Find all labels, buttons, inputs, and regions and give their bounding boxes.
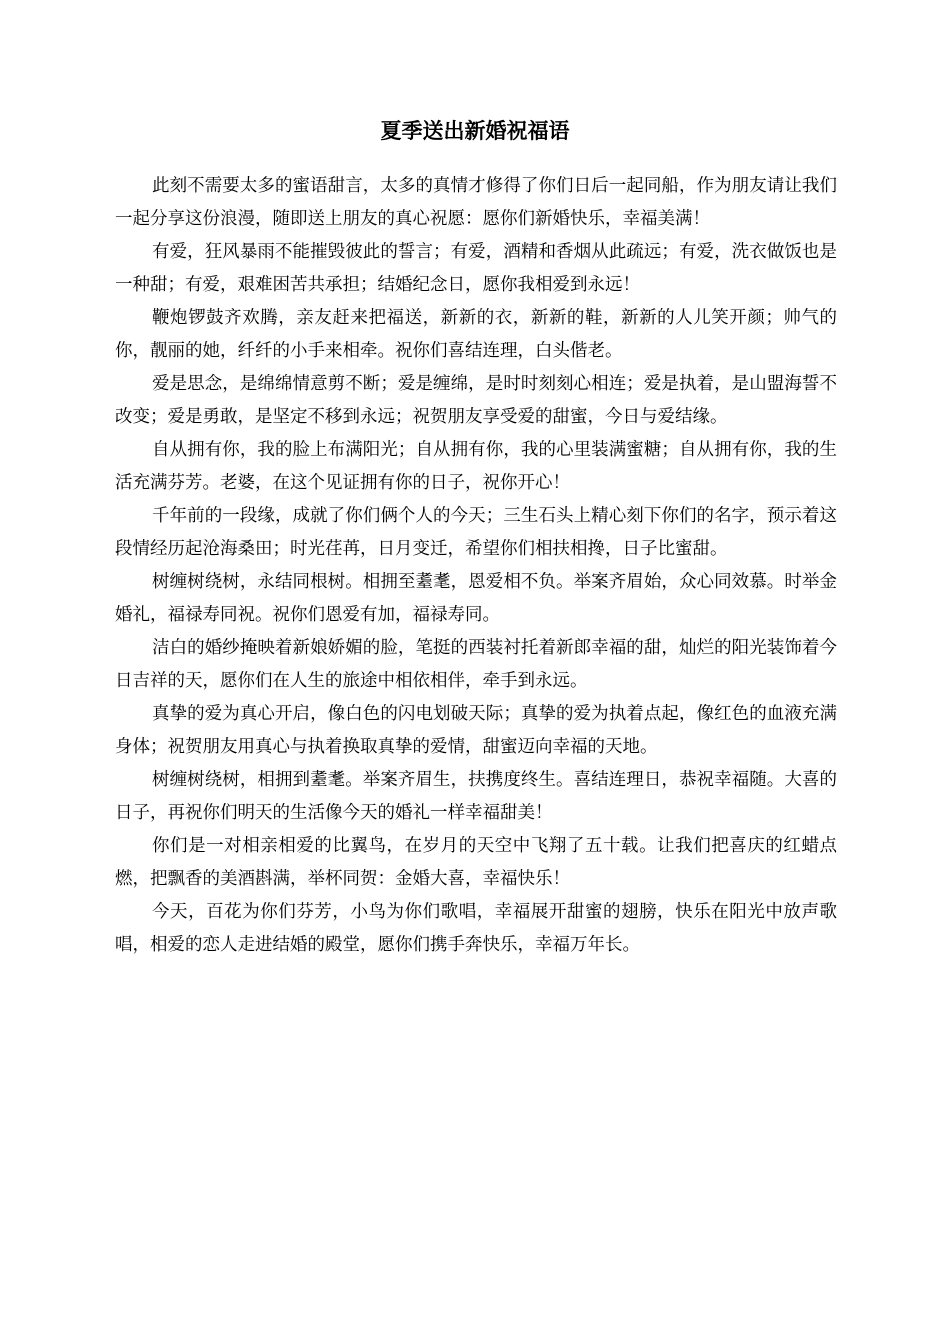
paragraph: 树缠树绕树，永结同根树。相拥至耋耄，恩爱相不负。举案齐眉始，众心同效慕。时举金婚礼，福禄寿同祝。祝你们恩爱有加，福禄寿同。 [115, 572, 837, 625]
document-title: 夏季送出新婚祝福语 [380, 119, 570, 143]
paragraph: 洁白的婚纱掩映着新娘娇媚的脸，笔挺的西装衬托着新郎幸福的甜，灿烂的阳光装饰着今日吉祥的天，愿你们在人生的旅途中相依相伴，牵手到永远。 [115, 638, 837, 691]
paragraph: 今天，百花为你们芬芳，小鸟为你们歌唱，幸福展开甜蜜的翅膀，快乐在阳光中放声歌唱，相爱的恋人走进结婚的殿堂，愿你们携手奔快乐，幸福万年长。 [115, 902, 837, 955]
paragraph: 自从拥有你，我的脸上布满阳光；自从拥有你，我的心里装满蜜糖；自从拥有你，我的生活充满芬芳。老婆，在这个见证拥有你的日子，祝你开心！ [115, 440, 837, 493]
paragraph: 你们是一对相亲相爱的比翼鸟，在岁月的天空中飞翔了五十载。让我们把喜庆的红蜡点燃，把飘香的美酒斟满，举杯同贺：金婚大喜，幸福快乐！ [115, 836, 837, 889]
paragraph: 此刻不需要太多的蜜语甜言，太多的真情才修得了你们日后一起同船，作为朋友请让我们一起分享这份浪漫，随即送上朋友的真心祝愿：愿你们新婚快乐，幸福美满！ [115, 176, 837, 229]
paragraph: 鞭炮锣鼓齐欢腾，亲友赶来把福送，新新的衣，新新的鞋，新新的人儿笑开颜；帅气的你，靓丽的她，纤纤的小手来相牵。祝你们喜结连理，白头偕老。 [115, 308, 837, 361]
paragraph: 爱是思念，是绵绵情意剪不断；爱是缠绵，是时时刻刻心相连；爱是执着，是山盟海誓不改变；爱是勇敢，是坚定不移到永远；祝贺朋友享受爱的甜蜜，今日与爱结缘。 [115, 374, 837, 427]
paragraph: 树缠树绕树，相拥到耋耄。举案齐眉生，扶携度终生。喜结连理日，恭祝幸福随。大喜的日子，再祝你们明天的生活像今天的婚礼一样幸福甜美！ [115, 770, 837, 823]
document-body [115, 170, 837, 962]
paragraph: 真挚的爱为真心开启，像白色的闪电划破天际；真挚的爱为执着点起，像红色的血液充满身体；祝贺朋友用真心与执着换取真挚的爱情，甜蜜迈向幸福的天地。 [115, 704, 837, 757]
paragraph: 有爱，狂风暴雨不能摧毁彼此的誓言；有爱，酒精和香烟从此疏远；有爱，洗衣做饭也是一种甜；有爱，艰难困苦共承担；结婚纪念日，愿你我相爱到永远！ [115, 242, 837, 295]
paragraph: 千年前的一段缘，成就了你们俩个人的今天；三生石头上精心刻下你们的名字，预示着这段情经历起沧海桑田；时光荏苒，日月变迁，希望你们相扶相搀，日子比蜜甜。 [115, 506, 837, 559]
